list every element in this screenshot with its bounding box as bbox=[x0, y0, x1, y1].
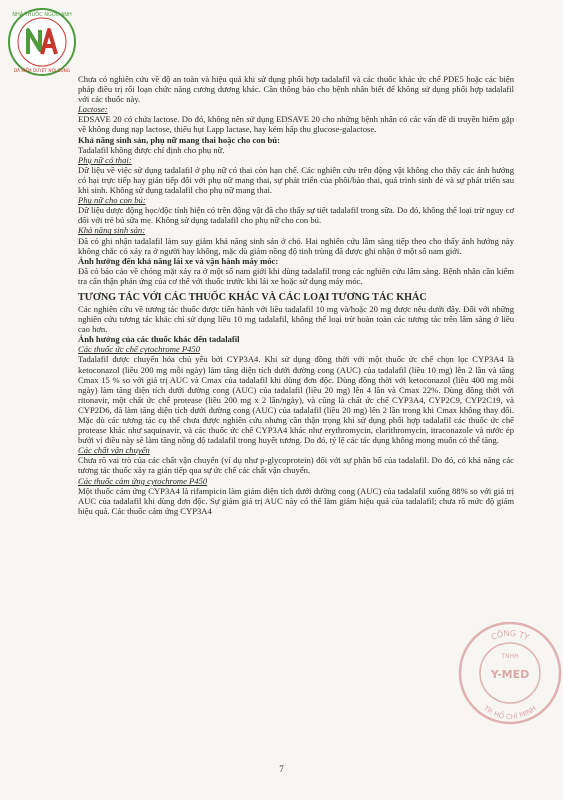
logo-top-text: NHÀ THUỐC NGỌC ANH bbox=[12, 12, 72, 18]
heading-reproduction: Khả năng sinh sản: bbox=[78, 225, 146, 236]
heading-transporters: Các chất vận chuyển bbox=[78, 445, 150, 456]
heading-effects-on-tadalafil: Ảnh hưởng của các thuốc khác đến tadalafil bbox=[78, 334, 240, 345]
heading-cyp-inducers: Các thuốc cảm ứng cytochrome P450 bbox=[78, 475, 208, 486]
heading-pregnancy: Phụ nữ có thai: bbox=[78, 154, 132, 165]
stamp-ring-bottom: TP. HỒ CHÍ MINH bbox=[482, 704, 538, 722]
heading-cyp-inhibitors: Các thuốc ức chế cytochrome P450 bbox=[78, 344, 201, 355]
stamp-ring-right: TNHH bbox=[501, 653, 519, 660]
document-body bbox=[78, 74, 514, 516]
svg-text:CÔNG TY bbox=[490, 628, 531, 642]
paragraph-breastfeeding: Dữ liệu dược động học/độc tính hiện có trên động vật đã cho thấy sự tiết tadalafil trong sữa. Do đó, không thể loại trừ nguy cơ đối với trẻ bú sữa mẹ. Không sử dụng tadalafil cho phụ nữ cho con bú. bbox=[78, 205, 514, 226]
paragraph-women: Tadalafil không được chỉ định cho phụ nữ. bbox=[78, 144, 225, 155]
heading-lactose: Lactose: bbox=[78, 104, 108, 115]
stamp-center-text: Y-MED bbox=[490, 668, 530, 681]
paragraph-driving: Đã có báo cáo về chóng mặt xảy ra ở một số nam giới khi dùng tadalafil trong các nghiên cứu lâm sàng. Bệnh nhân cần kiểm tra cẩn thận phản ứng của cơ thể với thuốc trước khi lái xe hoặc sử dụng máy móc. bbox=[78, 265, 514, 286]
heading-driving: Ảnh hưởng đến khả năng lái xe và vận hành máy móc: bbox=[78, 255, 279, 266]
paragraph-cyp-inducers: Một thuốc cảm ứng CYP3A4 là rifampicin làm giảm diện tích dưới đường cong (AUC) của tadalafil xuống 88% so với giá trị AUC của tadalafil khi dùng đơn độc. Sự giảm giá trị AUC này có thể làm giảm hiệu quả của tadalafil; chưa rõ mức độ giảm hiệu quả. Các thuốc cảm ứng CYP3A4 bbox=[78, 485, 514, 516]
paragraph-reproduction: Đã có ghi nhận tadalafil làm suy giảm khả năng sinh sản ở chó. Hai nghiên cứu lâm sàng tiếp theo cho thấy ảnh hưởng này không chắc có xảy ra ở người hay không, mặc dù giảm nồng độ tinh trùng đã được ghi nhận ở một số nam giới. bbox=[78, 235, 514, 256]
paragraph-pde5: Chưa có nghiên cứu về độ an toàn và hiệu quả khi sử dụng phối hợp tadalafil và các thuốc khác ức chế PDE5 hoặc các biện pháp điều trị rối loạn chức năng cương dương khác. Cần thông báo cho bệnh nhân biết để không sử dụng phối hợp tadalafil với các thuốc này. bbox=[78, 74, 514, 105]
heading-fertility: Khả năng sinh sản, phụ nữ mang thai hoặc cho con bú: bbox=[78, 134, 280, 145]
company-stamp bbox=[455, 618, 563, 728]
paragraph-lactose: EDSAVE 20 có chứa lactose. Do đó, không nên sử dụng EDSAVE 20 cho những bệnh nhân có các vấn đề di truyền hiếm gặp về không dung nạp lactose, thiếu hụt Lapp lactase, hay kém hấp thu glucose-galactose. bbox=[78, 114, 514, 135]
pharmacy-logo bbox=[6, 6, 78, 78]
heading-breastfeeding: Phụ nữ cho con bú: bbox=[78, 195, 146, 206]
paragraph-transporters: Chưa rõ vai trò của các chất vận chuyển (ví dụ như p-glycoprotein) đối với sự phân bố của tadalafil. Do đó, có khả năng các tương tác thuốc xảy ra gián tiếp qua sự ức chế các chất vận chuyển. bbox=[78, 455, 514, 476]
paragraph-interactions: Các nghiên cứu về tương tác thuốc được tiến hành với liều tadalafil 10 mg và/hoặc 20 mg được nêu dưới đây. Đối với những nghiên cứu tương tác khác chỉ sử dụng liều 10 mg tadalafil, không thể loại trừ hoàn toàn các tương tác trên lâm sàng ở liều cao hơn. bbox=[78, 303, 514, 335]
paragraph-cyp-inhibitors: Tadalafil được chuyển hóa chủ yếu bởi CYP3A4. Khi sử dụng đồng thời với một thuốc ức chế chọn lọc CYP3A4 là ketoconazol (liều 200 mg mỗi ngày) làm tăng diện tích dưới đường cong (AUC) của tadalafil (liều 10 mg) lên 2 lần và tăng Cmax 15 % so với giá trị AUC và Cmax của tadalafil khi dùng đơn độc. Dùng đồng thời với ketoconazol (liều 400 mg mỗi ngày) làm tăng diện tích dưới đường cong (AUC) của tadalafil (liều 20 mg) lên 4 lần và Cmax 22%. Dùng đồng thời với ritonavir, một chất ức chế protease (liều 200 mg x 2 lần/ngày), và cũng là chất ức chế CYP3A4, CYP2C9, CYP2C19, và CYP2D6, đã làm tăng diện tích dưới đường cong (AUC) của tadalafil (liều 20 mg) lên 2 lần trong khi Cmax không thay đổi. Mặc dù các tương tác cụ thể chưa được nghiên cứu nhưng cần thận trọng khi sử dụng phối hợp tadalafil các thuốc ức chế protease khác như saquinavir, và các thuốc ức chế CYP3A4 khác như erythromycin, clarithromycin, itraconazole và nước ép bưởi vì điều này sẽ làm tăng nồng độ tadalafil trong huyết tương. Do đó, tỷ lệ các tác dụng không mong muốn có thể tăng. bbox=[78, 354, 514, 446]
logo-bottom-text: ĐÃ KIỂM DUYỆT NỘI DUNG bbox=[14, 68, 70, 73]
paragraph-pregnancy: Dữ liệu về việc sử dụng tadalafil ở phụ nữ có thai còn hạn chế. Các nghiên cứu trên động vật không cho thấy các ảnh hưởng có hại trực tiếp hay gián tiếp đối với phụ nữ mang thai, sự phát triển của phôi/bào thai, quá trình sinh đẻ và sự phát triển sau khi sinh. Không sử dụng tadalafil cho phụ nữ mang thai. bbox=[78, 164, 514, 196]
section-title-interactions: TƯƠNG TÁC VỚI CÁC THUỐC KHÁC VÀ CÁC LOẠI TƯƠNG TÁC KHÁC bbox=[78, 291, 427, 303]
stamp-ring-top: CÔNG TY bbox=[489, 628, 531, 643]
page-number: 7 bbox=[279, 764, 284, 774]
